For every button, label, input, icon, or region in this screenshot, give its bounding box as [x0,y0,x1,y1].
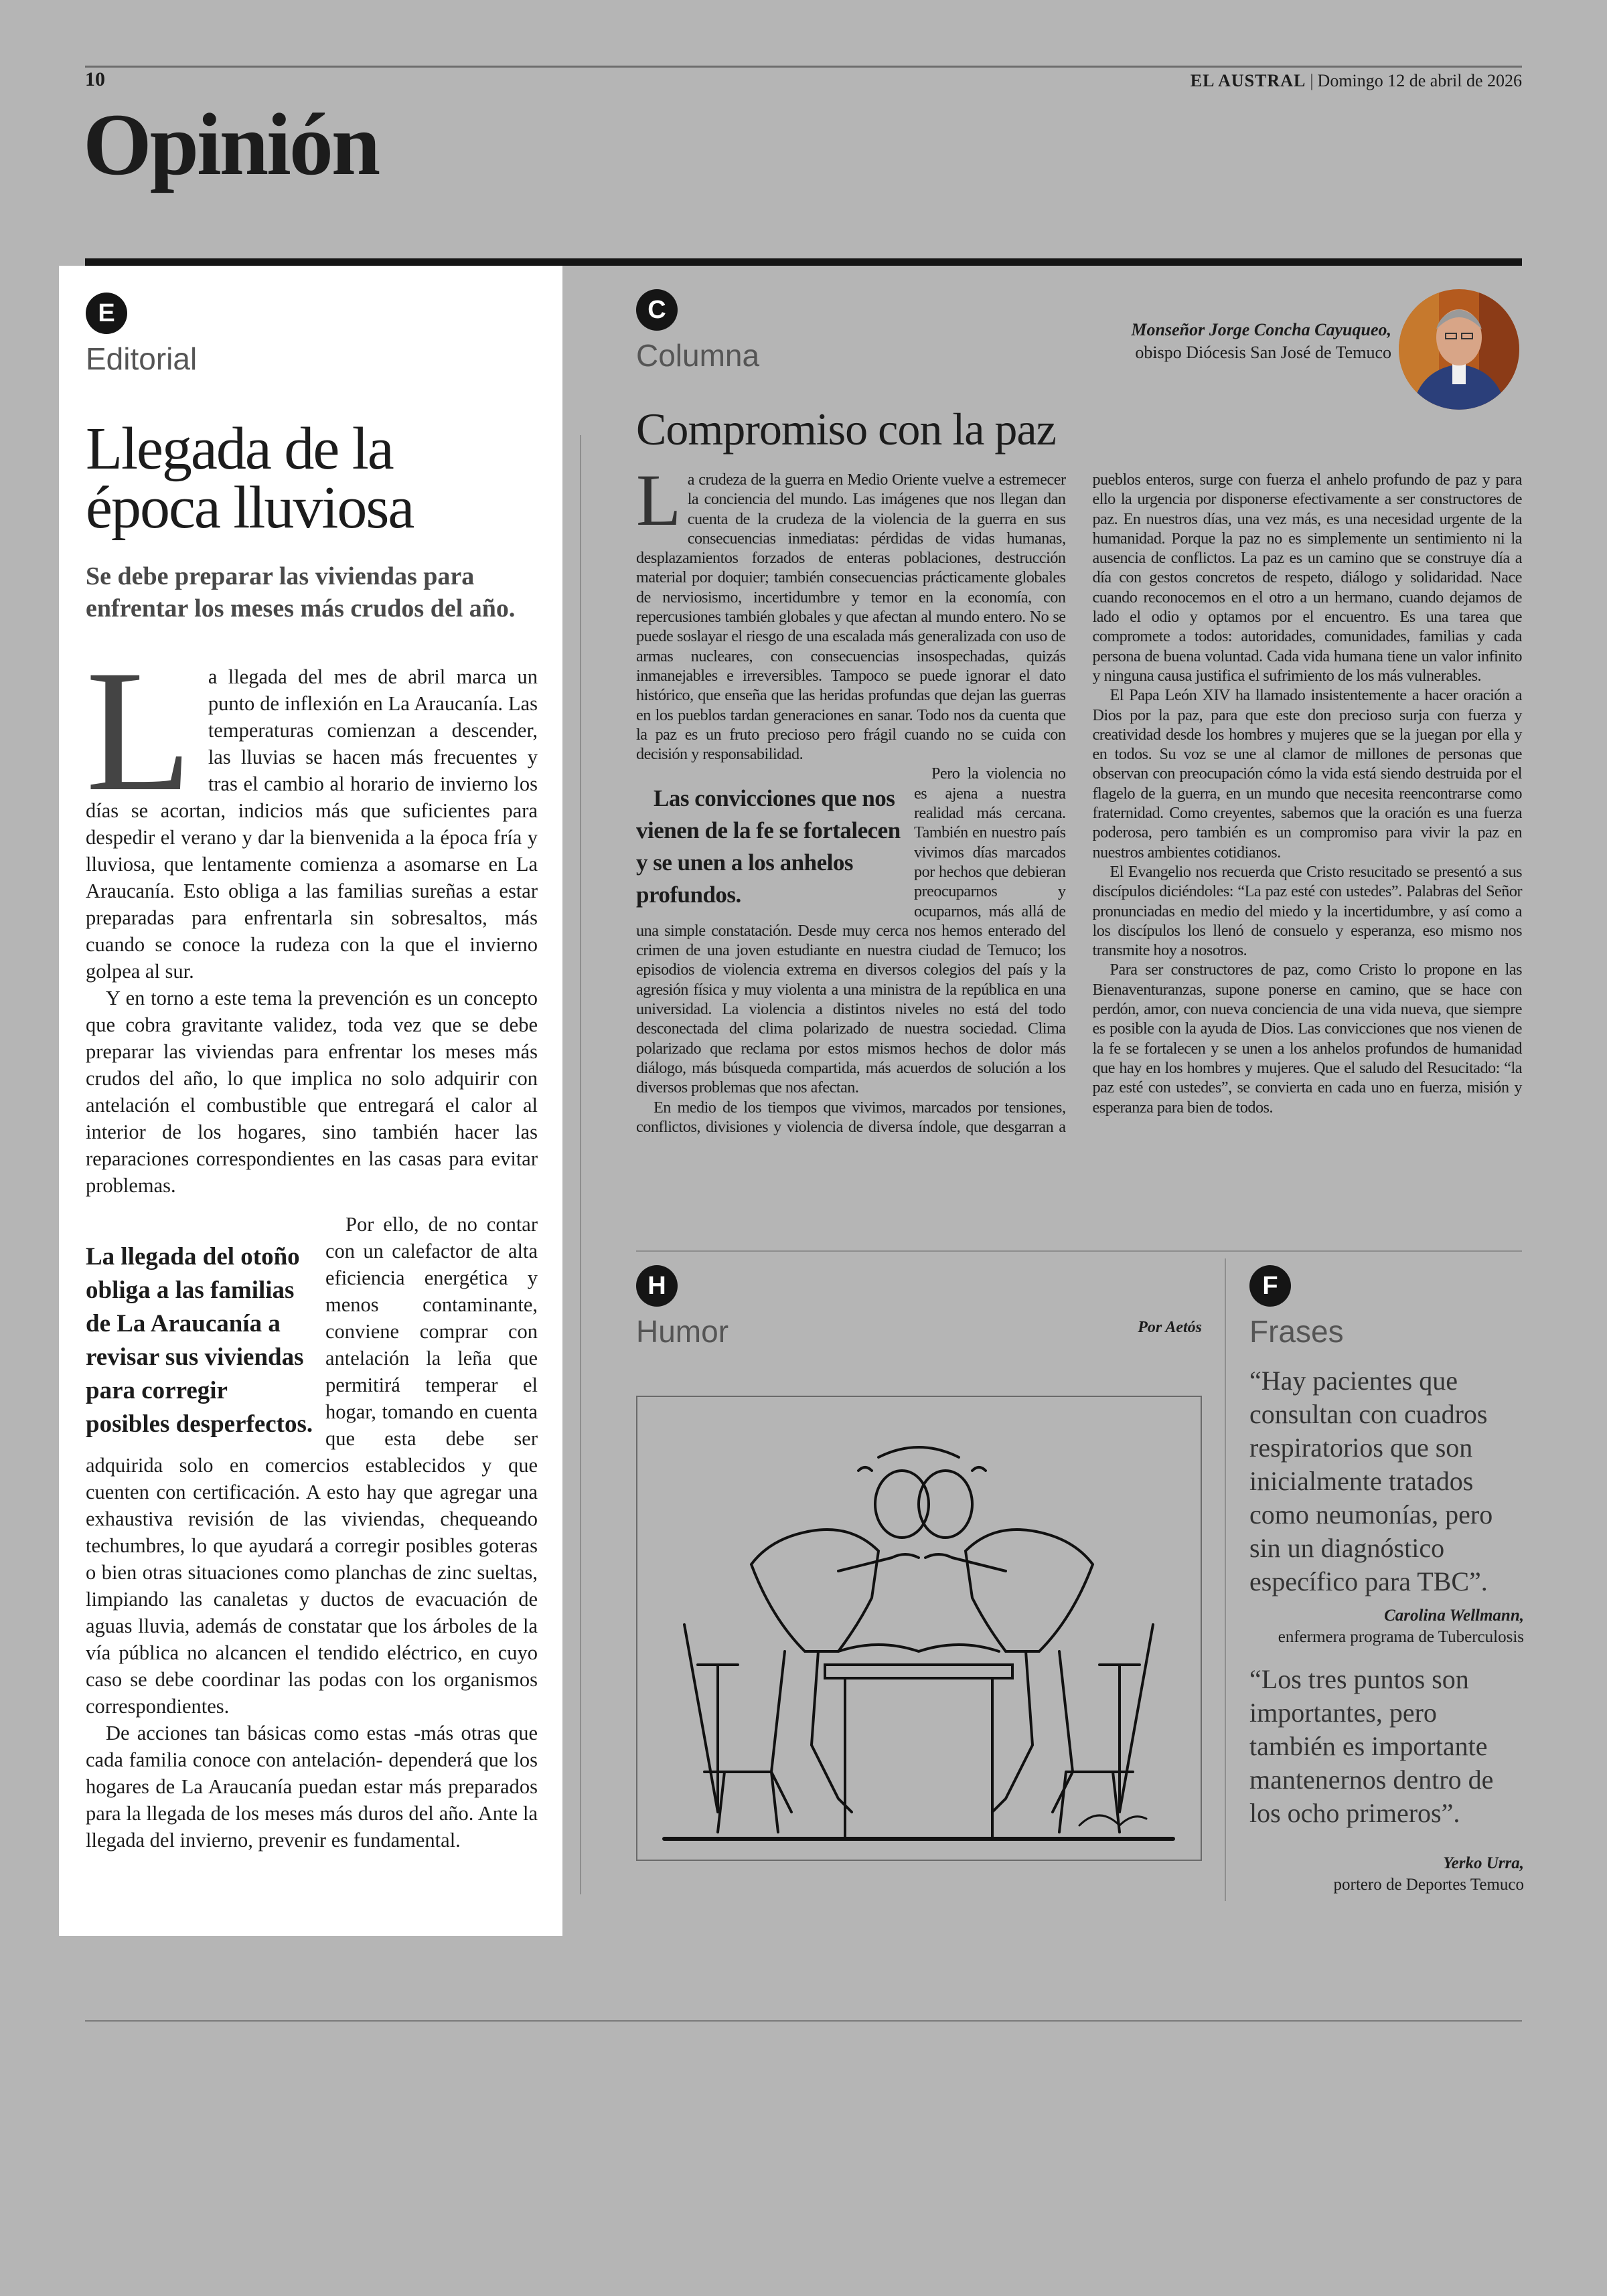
author-portrait [1399,289,1519,410]
humor-section [636,1265,1202,1349]
page-number: 10 [85,68,105,90]
section-rule [85,258,1522,266]
column-paragraph: El Evangelio nos recuerda que Cristo resucitado se presentó a sus discípulos diciéndoles: “La paz esté con ustedes”. Palabras del Señor pronunciadas en medio del miedo y la incertidumbre, y así como a los discípulos los llenó de consuelo y esperanza, eso mismo nos transmite hoy a nosotros. [1092,862,1522,960]
quote-author [1249,1605,1524,1648]
quote-author [1249,1853,1524,1896]
editorial-headline: Llegada de la época lluviosa [86,416,414,541]
editorial-paragraph: Por ello, de no contar con un calefactor de alta eficiencia energética y menos contaminante, conviene comprar con antelación la leña que permitirá temperar el hogar, tomando en cuenta que esta debe ser adquirida solo en comercios establecidos y que cuenten con certificación. A esto hay que agregar una exhaustiva revisión de las viviendas, chequeando techumbres, lo que ayudará a corregir posibles goteras o bien otras situaciones como planchas de zinc sueltas, limpiando las canaletas y ductos de evacuación de aguas lluvia, además de constatar que los árboles de la vía pública no alcancen el tendido eléctrico, en cuyo caso se debe coordinar las podas con los organismos correspondientes. [86,1213,538,1718]
quote-text: “Los tres puntos son importantes, pero también es importante mantenernos dentro de los ocho primeros”. [1249,1664,1494,1828]
humor-cartoon [636,1396,1202,1861]
quote-author-role: portero de Deportes Temuco [1333,1876,1524,1894]
column-paragraph: El Papa León XIV ha llamado insistentemente a hacer oración a Dios por la paz, para que este don precioso surja con fuerza y creatividad desde los hombres y mujeres que se la juegan por ella y en todos. Su voz se une al clamor de millones de personas que observan con preocupación cómo la vida está siendo destruida por el flagelo de la guerra, en un mundo que necesita reencontrarse como fraternidad. Como creyentes, sabemos que la oración es una fuerza poderosa, pero también es un compromiso para vivir la paz en nuestros ambientes cotidianos. [1092,686,1522,862]
humor-badge: H [636,1265,678,1307]
quote-author-role: enfermera programa de Tuberculosis [1278,1628,1524,1646]
editorial-body [86,635,538,1854]
masthead: EL AUSTRAL | Domingo 12 de abril de 2026 [1190,71,1522,90]
column-article [636,289,1522,1136]
editorial-badge: E [86,293,127,334]
frases-section [1249,1265,1524,1896]
editorial-pull-quote: La llegada del otoño obliga a las familias de La Araucanía a revisar sus viviendas para corregir posibles desperfectos. [86,1243,313,1438]
publication-name: EL AUSTRAL [1190,71,1306,90]
column-divider [580,435,581,1894]
column-paragraph: Las convicciones que nos vienen de la fe se fortalecen y se unen a los anhelos profundos. Pero la violencia no es ajena a nuestra realidad más cercana. También en nuestro país vivimos días marcados por hechos que debieran preocuparnos y ocuparnos, más allá de una simple constatación. Desde muy cerca nos hemos enterado del crimen de una joven estudiante en nuestra ciudad de Temuco; los episodios de violencia extrema en diversos colegios del país y la agresión física y muy violenta a una ministra de la república en una universidad. La violencia a distintos niveles no está del todo desconectada del clima polarizado de nuestra sociedad. Clima polarizado que reclama por estos mismos hechos de dolor más diálogo, más búsqueda compartida, más acuerdos de solución a los diversos problemas que nos afectan. [636,764,1066,1097]
quote-block [1249,1364,1524,1648]
top-rule [85,66,1522,68]
frases-kicker: Frases [1249,1314,1344,1349]
editorial-paragraph: De acciones tan básicas como estas -más otras que cada familia conoce con antelación- dependerá que los hogares de La Araucanía puedan estar más preparados para la llegada de los meses más duros del año. Ante la llegada del invierno, prevenir es fundamental. [86,1722,538,1852]
quote-author-name: Yerko Urra, [1443,1854,1524,1872]
humor-frases-divider [1225,1258,1226,1901]
publication-date: Domingo 12 de abril de 2026 [1317,71,1522,90]
column-headline: Compromiso con la paz [636,404,1056,455]
column-paragraph: En medio de los tiempos que vivimos, marcados por tensiones, conflictos, divisiones y violencia de diversa índole, que desgarran a pueblos enteros, surge con fuerza el anhelo profundo de paz y para ello la urgencia por disponerse efectivamente a ser constructores de paz. En nuestros días, una vez más, es una necesidad urgente de la humanidad. Porque la paz no es simplemente un sentimiento ni la ausencia de conflictos. La paz es un camino que se construye día a día con gestos concretos de respeto, diálogo y solidaridad. Nace cuando reconocemos en el otro a un hermano, cuando dejamos de lado el odio y optamos por el encuentro. Es una tarea que compromete a todos: autoridades, comunidades, familias y cada persona de buena voluntad. Cada vida humana tiene un valor infinito y ninguna causa justifica el sufrimiento de los más vulnerables. [636,471,1522,1136]
quote-block [1249,1663,1524,1896]
editorial-article [59,266,562,1936]
column-author [1131,319,1391,364]
column-kicker: Columna [636,338,760,373]
quote-text: “Hay pacientes que consultan con cuadros respiratorios que son inicialmente tratados como neumonías, pero sin un diagnóstico específico para TBC”. [1249,1366,1493,1596]
editorial-paragraph: La llegada del mes de abril marca un punto de inflexión en La Araucanía. Las temperaturas comienzan a descender, las lluvias se hacen más frecuentes y tras el cambio al horario de invierno los días se acortan, indicios más que suficientes para despedir el verano y dar la bienvenida a la época fría y lluviosa, que lentamente comienza a asomarse en La Araucanía. Esto obliga a las familias sureñas a estar preparadas para enfrentarla sin sobresaltos, más cuando se conoce la rudeza con la que el invierno golpea al sur. [86,635,538,983]
humor-byline: Por Aetós [1138,1319,1202,1336]
editorial-paragraph: Y en torno a este tema la prevención es un concepto que cobra gravitante validez, toda vez que se debe preparar las viviendas para enfrentar los meses más crudos del año, lo que implica no solo adquirir con antelación el combustible que entregará el calor al interior de los hogares, sino también hacer las reparaciones correspondientes en las casas para evitar problemas. [86,987,538,1197]
column-paragraph: La crudeza de la guerra en Medio Oriente vuelve a estremecer la conciencia del mundo. Las imágenes que nos llegan dan cuenta de la crudeza de la violencia de la guerra en sus consecuencias inmediatas: pérdidas de vidas humanas, desplazamientos forzados de enteras poblaciones, destrucción material por doquier; también consecuencias prácticamente globales de nerviosismo, incertidumbre y temor en la economía, con repercusiones también globales y que afectan al mundo entero. No se puede soslayar el riesgo de una escalada más generalizada con uso de armas nucleares, con consecuencias insospechadas, quizás inmanejables e irreversibles. Tampoco se puede ignorar el dato histórico, que enseña que las heridas profundas que dejan las guerras en los pueblos tardan generaciones en sanar. Todo nos da cuenta que la paz es un fruto precioso pero frágil cuando no se cuida con decisión y responsabilidad. [636,459,1066,764]
column-badge: C [636,289,678,331]
mid-rule [636,1250,1522,1252]
editorial-kicker: Editorial [86,341,198,376]
author-role: obispo Diócesis San José de Temuco [1135,343,1391,362]
quote-author-name: Carolina Wellmann, [1384,1607,1524,1625]
column-paragraph: Para ser constructores de paz, como Cristo lo propone en las Bienaventuranzas, supone ponerse en camino, que se hace con perdón, amor, con nueva conciencia de una vida nueva, que siempre es posible con la ayuda de Dios. Las convicciones que nos vienen de la fe se fortalecen y se unen a los anhelos profundos de humanidad que hay en los hombres y mujeres. Que el saludo del Resucitado: “la paz esté con ustedes”, se convierta en cada uno en fuerza, misión y esperanza para bien de todos. [1092,961,1522,1117]
column-dropcap: L [636,459,681,541]
column-pull-quote: Las convicciones que nos vienen de la fe se fortalecen y se unen a los anhelos profundos. [636,785,901,908]
editorial-dropcap: L [86,635,192,827]
author-name: Monseñor Jorge Concha Cayuqueo, [1131,320,1391,339]
bottom-rule [85,2020,1522,2022]
frases-badge: F [1249,1265,1291,1307]
editorial-dek: Se debe preparar las viviendas para enfrentar los meses más crudos del año. [86,562,516,623]
column-body [636,459,1522,1137]
section-title: Opinión [83,95,379,193]
humor-kicker: Humor [636,1314,729,1349]
